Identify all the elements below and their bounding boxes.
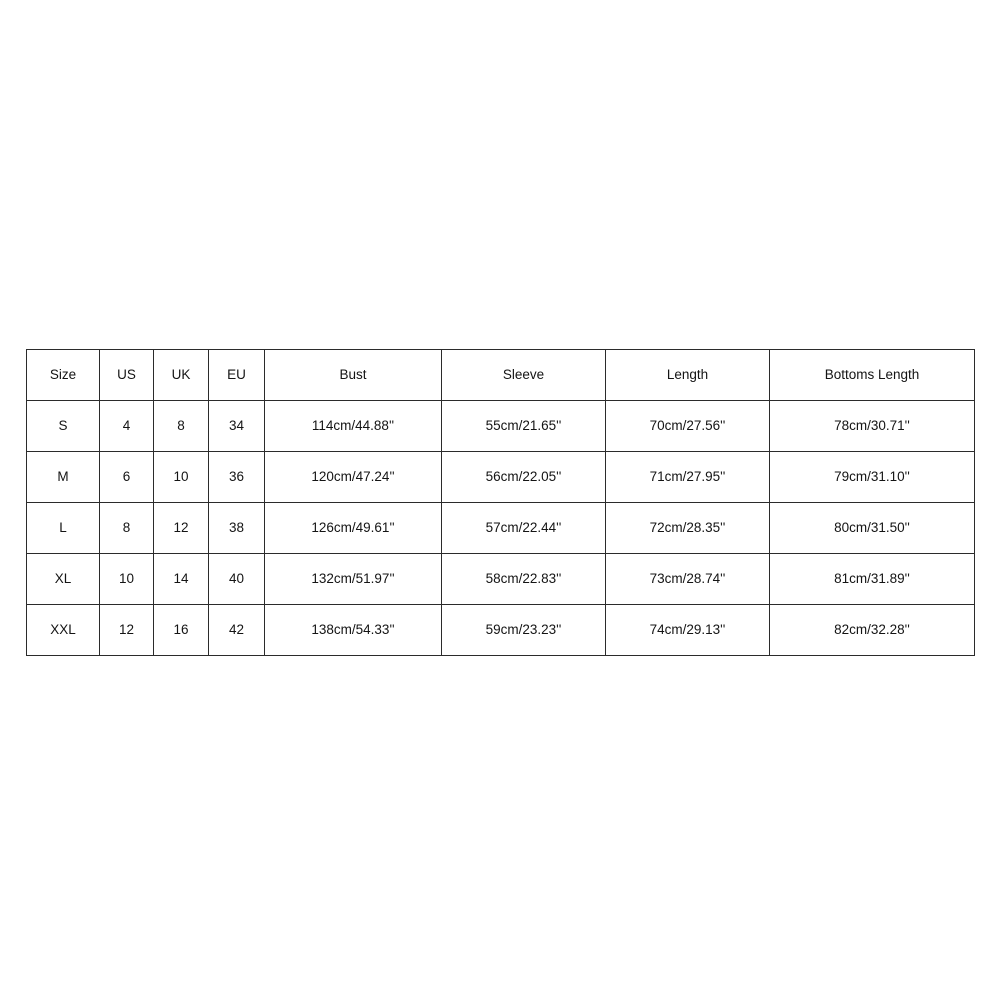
- column-header-size: [27, 350, 100, 401]
- cell-bust: [265, 401, 442, 452]
- cell-uk: [154, 401, 209, 452]
- cell-uk-value: 10: [173, 468, 189, 484]
- cell-bust-value: 138cm/54.33'': [311, 621, 395, 637]
- cell-eu-value: 34: [228, 417, 245, 433]
- column-header-bust-label: Bust: [339, 366, 367, 382]
- column-header-bottoms-length-label: Bottoms Length: [824, 366, 920, 382]
- size-chart-container: [26, 349, 974, 656]
- cell-us: [100, 452, 154, 503]
- column-header-us: [100, 350, 154, 401]
- cell-uk-value: 16: [173, 621, 189, 637]
- cell-bust: [265, 554, 442, 605]
- cell-us: [100, 401, 154, 452]
- cell-length-value: 73cm/28.74'': [649, 570, 726, 586]
- cell-bust: [265, 605, 442, 656]
- cell-eu: [209, 452, 265, 503]
- column-header-sleeve: [442, 350, 606, 401]
- cell-uk-value: 12: [173, 519, 189, 535]
- column-header-size-label: Size: [49, 366, 77, 382]
- cell-us: [100, 605, 154, 656]
- cell-us-value: 8: [122, 519, 131, 535]
- table-row: [27, 401, 975, 452]
- cell-bust: [265, 503, 442, 554]
- cell-eu-value: 42: [228, 621, 245, 637]
- cell-bust-value: 114cm/44.88'': [311, 417, 395, 433]
- cell-uk-value: 14: [173, 570, 189, 586]
- cell-bottoms-length-value: 81cm/31.89'': [834, 570, 910, 586]
- cell-length: [606, 452, 770, 503]
- cell-bottoms-length: [770, 452, 975, 503]
- table-row: [27, 605, 975, 656]
- cell-bottoms-length: [770, 401, 975, 452]
- cell-eu-value: 36: [228, 468, 245, 484]
- column-header-length-label: Length: [666, 366, 709, 382]
- cell-size-value: S: [58, 417, 68, 433]
- cell-sleeve-value: 55cm/21.65'': [485, 417, 562, 433]
- cell-bottoms-length-value: 82cm/32.28'': [834, 621, 910, 637]
- cell-sleeve-value: 59cm/23.23'': [485, 621, 562, 637]
- cell-bottoms-length-value: 80cm/31.50'': [834, 519, 910, 535]
- table-row: [27, 503, 975, 554]
- cell-size: [27, 554, 100, 605]
- cell-length: [606, 605, 770, 656]
- cell-sleeve: [442, 503, 606, 554]
- cell-eu: [209, 605, 265, 656]
- cell-bust-value: 120cm/47.24'': [311, 468, 395, 484]
- cell-uk: [154, 605, 209, 656]
- column-header-us-label: US: [117, 366, 136, 382]
- table-header-row: [27, 350, 975, 401]
- cell-length-value: 74cm/29.13'': [649, 621, 726, 637]
- cell-sleeve: [442, 605, 606, 656]
- cell-uk: [154, 503, 209, 554]
- cell-us: [100, 503, 154, 554]
- column-header-length: [606, 350, 770, 401]
- table-body: [27, 401, 975, 656]
- cell-size-value: L: [59, 519, 67, 535]
- cell-size: [27, 503, 100, 554]
- cell-bottoms-length-value: 78cm/30.71'': [834, 417, 910, 433]
- cell-eu-value: 38: [228, 519, 245, 535]
- cell-bust: [265, 452, 442, 503]
- column-header-eu-label: EU: [227, 366, 246, 382]
- cell-sleeve: [442, 554, 606, 605]
- column-header-eu: [209, 350, 265, 401]
- cell-bottoms-length: [770, 605, 975, 656]
- cell-bottoms-length-value: 79cm/31.10'': [834, 468, 910, 484]
- cell-eu: [209, 401, 265, 452]
- cell-length: [606, 554, 770, 605]
- cell-bottoms-length: [770, 554, 975, 605]
- table-header: [27, 350, 975, 401]
- cell-sleeve-value: 58cm/22.83'': [485, 570, 562, 586]
- cell-eu: [209, 503, 265, 554]
- cell-bottoms-length: [770, 503, 975, 554]
- column-header-uk-label: UK: [171, 366, 191, 382]
- cell-uk-value: 8: [177, 417, 185, 433]
- size-chart-table: [26, 349, 975, 656]
- cell-size: [27, 401, 100, 452]
- cell-us-value: 12: [118, 621, 135, 637]
- cell-size-value: M: [57, 468, 69, 484]
- cell-length-value: 70cm/27.56'': [649, 417, 726, 433]
- cell-size: [27, 605, 100, 656]
- cell-uk: [154, 554, 209, 605]
- cell-eu: [209, 554, 265, 605]
- cell-eu-value: 40: [228, 570, 245, 586]
- cell-sleeve-value: 57cm/22.44'': [485, 519, 562, 535]
- cell-us-value: 6: [122, 468, 131, 484]
- cell-sleeve: [442, 452, 606, 503]
- cell-size-value: XL: [54, 570, 72, 586]
- cell-uk: [154, 452, 209, 503]
- cell-us: [100, 554, 154, 605]
- cell-length: [606, 401, 770, 452]
- cell-size-value: XXL: [50, 621, 76, 637]
- column-header-sleeve-label: Sleeve: [502, 366, 545, 382]
- cell-length-value: 71cm/27.95'': [649, 468, 726, 484]
- cell-length-value: 72cm/28.35'': [649, 519, 726, 535]
- cell-us-value: 4: [122, 417, 131, 433]
- column-header-bust: [265, 350, 442, 401]
- cell-length: [606, 503, 770, 554]
- table-row: [27, 554, 975, 605]
- cell-us-value: 10: [118, 570, 135, 586]
- cell-size: [27, 452, 100, 503]
- column-header-uk: [154, 350, 209, 401]
- table-row: [27, 452, 975, 503]
- column-header-bottoms-length: [770, 350, 975, 401]
- cell-sleeve-value: 56cm/22.05'': [485, 468, 562, 484]
- cell-sleeve: [442, 401, 606, 452]
- cell-bust-value: 132cm/51.97'': [311, 570, 395, 586]
- cell-bust-value: 126cm/49.61'': [311, 519, 395, 535]
